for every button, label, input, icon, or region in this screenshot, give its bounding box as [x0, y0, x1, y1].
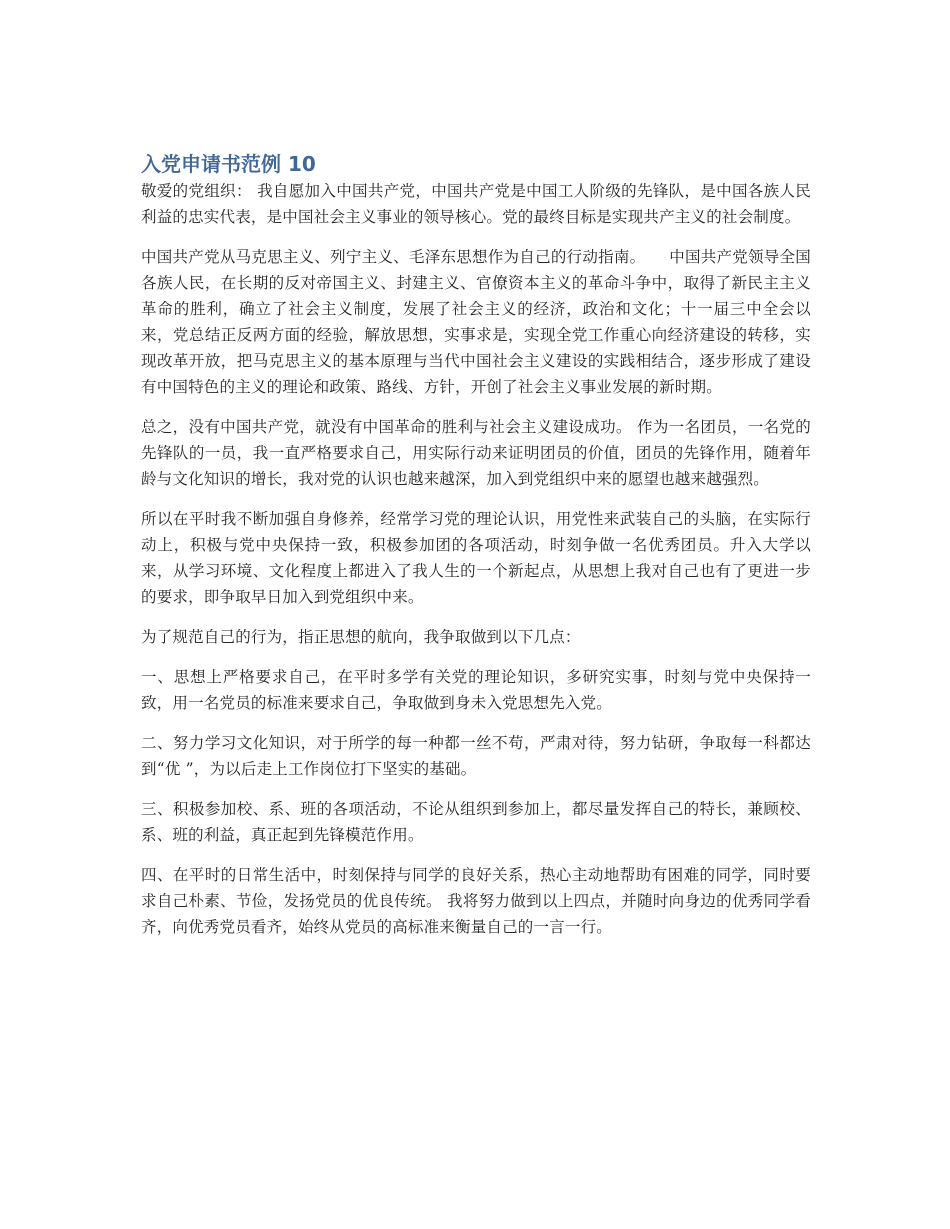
paragraph-conclusion: 总之，没有中国共产党，就没有中国革命的胜利与社会主义建设成功。 作为一名团员，一名党的先锋队的一员，我一直严格要求自己，用实际行动来证明团员的价值，团员的先锋作用，随着年龄与文化知识的增长，我对党的认识也越来越深，加入到党组织中来的愿望也越来越强烈。 [141, 418, 811, 488]
document-page [141, 150, 811, 954]
document-title: 入党申请书范例 10 [141, 152, 316, 176]
paragraph-self-cultivation: 所以在平时我不断加强自身修养，经常学习党的理论认识，用党性来武装自己的头脑，在实际行动上，积极与党中央保持一致，积极参加团的各项活动，时刻争做一名优秀团员。升入大学以来，从学习环境、文化程度上都进入了我人生的一个新起点，从思想上我对自己也有了更进一步的要求，即争取早日加入到党组织中来。 [141, 510, 811, 606]
paragraph-goal-one: 一、思想上严格要求自己，在平时多学有关党的理论知识，多研究实事，时刻与党中央保持一致，用一名党员的标准来要求自己，争取做到身未入党思想先入党。 [141, 668, 811, 712]
paragraph-salutation: 敬爱的党组织： 我自愿加入中国共产党，中国共产党是中国工人阶级的先锋队，是中国各族人民利益的忠实代表，是中国社会主义事业的领导核心。党的最终目标是实现共产主义的社会制度。 [141, 182, 811, 226]
paragraph-goal-four: 四、在平时的日常生活中，时刻保持与同学的良好关系，热心主动地帮助有困难的同学，同时要求自己朴素、节俭，发扬党员的优良传统。 我将努力做到以上四点，并随时向身边的优秀同学看齐，向优秀党员看齐，始终从党员的高标准来衡量自己的一言一行。 [141, 866, 811, 936]
paragraph-goal-three: 三、积极参加校、系、班的各项活动，不论从组织到参加上，都尽量发挥自己的特长，兼顾校、系、班的利益，真正起到先锋模范作用。 [141, 800, 811, 844]
paragraph-goal-two: 二、努力学习文化知识，对于所学的每一种都一丝不苟，严肃对待，努力钻研，争取每一科都达到“优 ”，为以后走上工作岗位打下坚实的基础。 [141, 734, 811, 778]
paragraph-guiding-thought: 中国共产党从马克思主义、列宁主义、毛泽东思想作为自己的行动指南。 中国共产党领导全国各族人民，在长期的反对帝国主义、封建主义、官僚资本主义的革命斗争中，取得了新民主主义革命的胜利，确立了社会主义制度，发展了社会主义的经济，政治和文化；十一届三中全会以来，党总结正反两方面的经验，解放思想，实事求是，实现全党工作重心向经济建设的转移，实现改革开放，把马克思主义的基本原理与当代中国社会主义建设的实践相结合，逐步形成了建设有中国特色的主义的理论和政策、路线、方针，开创了社会主义事业发展的新时期。 [141, 248, 811, 396]
paragraph-goals-intro: 为了规范自己的行为，指正思想的航向，我争取做到以下几点： [141, 628, 581, 646]
